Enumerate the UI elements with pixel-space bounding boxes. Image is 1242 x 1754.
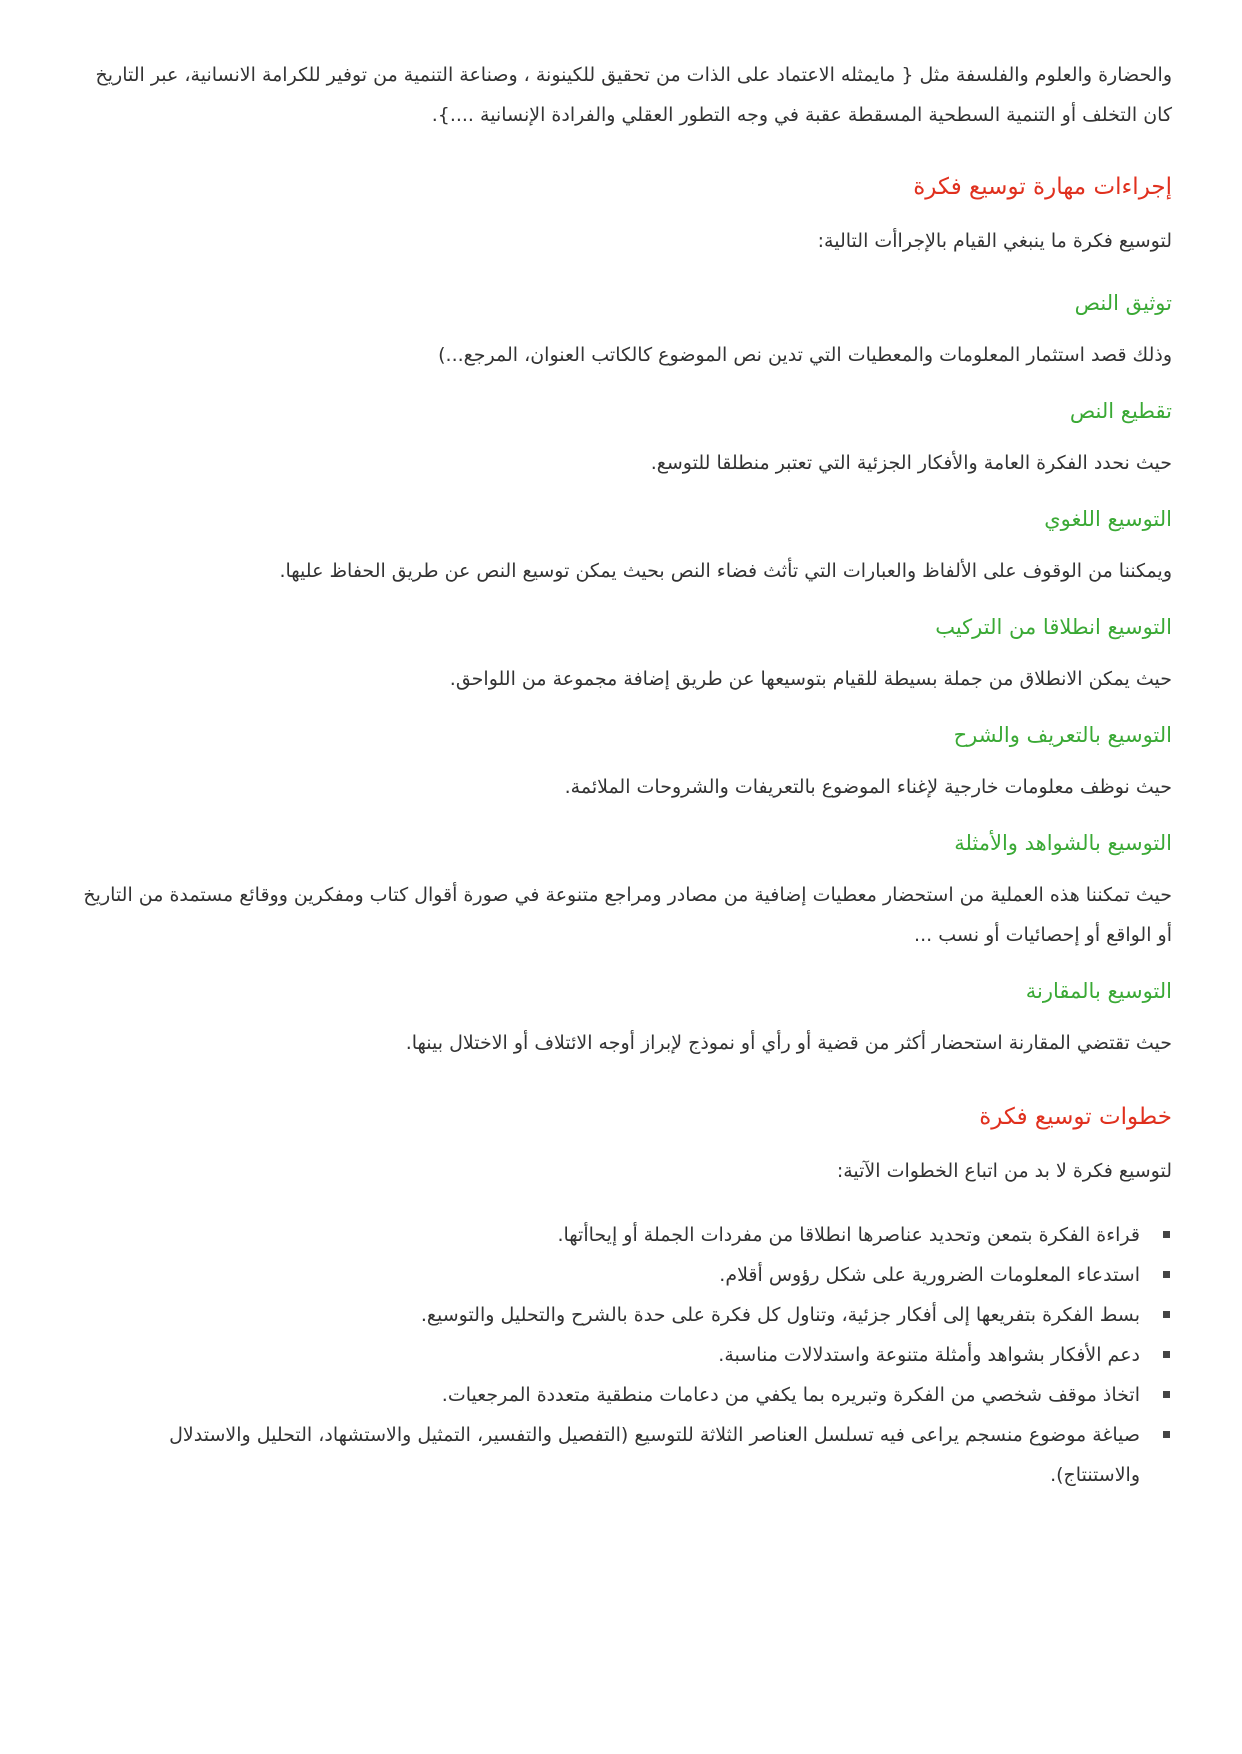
- subheading-linguistic-expansion: التوسيع اللغوي: [1044, 507, 1172, 531]
- list-item: [80, 1255, 1140, 1295]
- list-item-text: دعم الأفكار بشواهد وأمثلة متنوعة واستدلالات مناسبة.: [718, 1344, 1140, 1366]
- steps-list: [80, 1215, 1172, 1495]
- list-item-text: قراءة الفكرة بتمعن وتحديد عناصرها انطلاقا من مفردات الجملة أو إيحاأتها.: [557, 1224, 1140, 1246]
- section-title-procedures: إجراءات مهارة توسيع فكرة: [913, 174, 1172, 200]
- square-bullet-icon: [1163, 1271, 1170, 1278]
- list-item: [80, 1295, 1140, 1335]
- subheading-text-segmentation: تقطيع النص: [1069, 399, 1172, 423]
- list-item-text: استدعاء المعلومات الضرورية على شكل رؤوس أقلام.: [719, 1264, 1140, 1286]
- list-item-text: بسط الفكرة بتفريعها إلى أفكار جزئية، وتناول كل فكرة على حدة بالشرح والتحليل والتوسيع.: [420, 1304, 1140, 1326]
- paragraph-syntactic-expansion: حيث يمكن الانطلاق من جملة بسيطة للقيام بتوسيعها عن طريق إضافة مجموعة من اللواحق.: [449, 668, 1172, 690]
- paragraph-examples-expansion: حيث تمكننا هذه العملية من استحضار معطيات إضافية من مصادر ومراجع متنوعة في صورة أقوال كتاب ومفكرين ووقائع مستمدة من التاريخ أو الواقع أو إحصائيات أو نسب ...: [83, 884, 1172, 946]
- list-item: [80, 1215, 1140, 1255]
- square-bullet-icon: [1163, 1431, 1170, 1438]
- list-item: [80, 1335, 1140, 1375]
- paragraph-text-documentation: وذلك قصد استثمار المعلومات والمعطيات التي تدين نص الموضوع كالكاتب العنوان، المرجع...): [438, 344, 1172, 366]
- intro-paragraph: والحضارة والعلوم والفلسفة مثل { مايمثله الاعتماد على الذات من تحقيق للكينونة ، وصناعة التنمية من توفير للكرامة الانسانية، عبر التاريخ كان التخلف أو التنمية السطحية المسقطة عقبة في وجه التطور العقلي والفرادة الإنسانية ....}.: [95, 64, 1172, 126]
- document-page: [80, 55, 1172, 1495]
- square-bullet-icon: [1163, 1351, 1170, 1358]
- square-bullet-icon: [1163, 1391, 1170, 1398]
- subheading-comparison-expansion: التوسيع بالمقارنة: [1025, 979, 1172, 1003]
- subheading-syntactic-expansion: التوسيع انطلاقا من التركيب: [935, 615, 1172, 639]
- list-item-text: صياغة موضوع منسجم يراعى فيه تسلسل العناصر الثلاثة للتوسيع (التفصيل والتفسير، التمثيل والاستشهاد، التحليل والاستدلال والاستنتاج).: [169, 1424, 1140, 1486]
- square-bullet-icon: [1163, 1231, 1170, 1238]
- section-lead-procedures: لتوسيع فكرة ما ينبغي القيام بالإجراأت التالية:: [817, 230, 1172, 252]
- square-bullet-icon: [1163, 1311, 1170, 1318]
- paragraph-linguistic-expansion: ويمكننا من الوقوف على الألفاظ والعبارات التي تأثث فضاء النص بحيث يمكن توسيع النص عن طريق الحفاظ عليها.: [279, 560, 1172, 582]
- paragraph-text-segmentation: حيث نحدد الفكرة العامة والأفكار الجزئية التي تعتبر منطلقا للتوسع.: [650, 452, 1172, 474]
- list-item: [80, 1415, 1140, 1495]
- subheading-text-documentation: توثيق النص: [1074, 291, 1172, 315]
- subheading-examples-expansion: التوسيع بالشواهد والأمثلة: [954, 831, 1172, 855]
- list-item: [80, 1375, 1140, 1415]
- section-title-steps: خطوات توسيع فكرة: [979, 1104, 1172, 1130]
- paragraph-comparison-expansion: حيث تقتضي المقارنة استحضار أكثر من قضية أو رأي أو نموذج لإبراز أوجه الائتلاف أو الاختلال بينها.: [405, 1032, 1172, 1054]
- section-lead-steps: لتوسيع فكرة لا بد من اتباع الخطوات الآتية:: [836, 1160, 1172, 1182]
- list-item-text: اتخاذ موقف شخصي من الفكرة وتبريره بما يكفي من دعامات منطقية متعددة المرجعيات.: [441, 1384, 1140, 1406]
- subheading-definition-expansion: التوسيع بالتعريف والشرح: [953, 723, 1172, 747]
- paragraph-definition-expansion: حيث نوظف معلومات خارجية لإغناء الموضوع بالتعريفات والشروحات الملائمة.: [564, 776, 1172, 798]
